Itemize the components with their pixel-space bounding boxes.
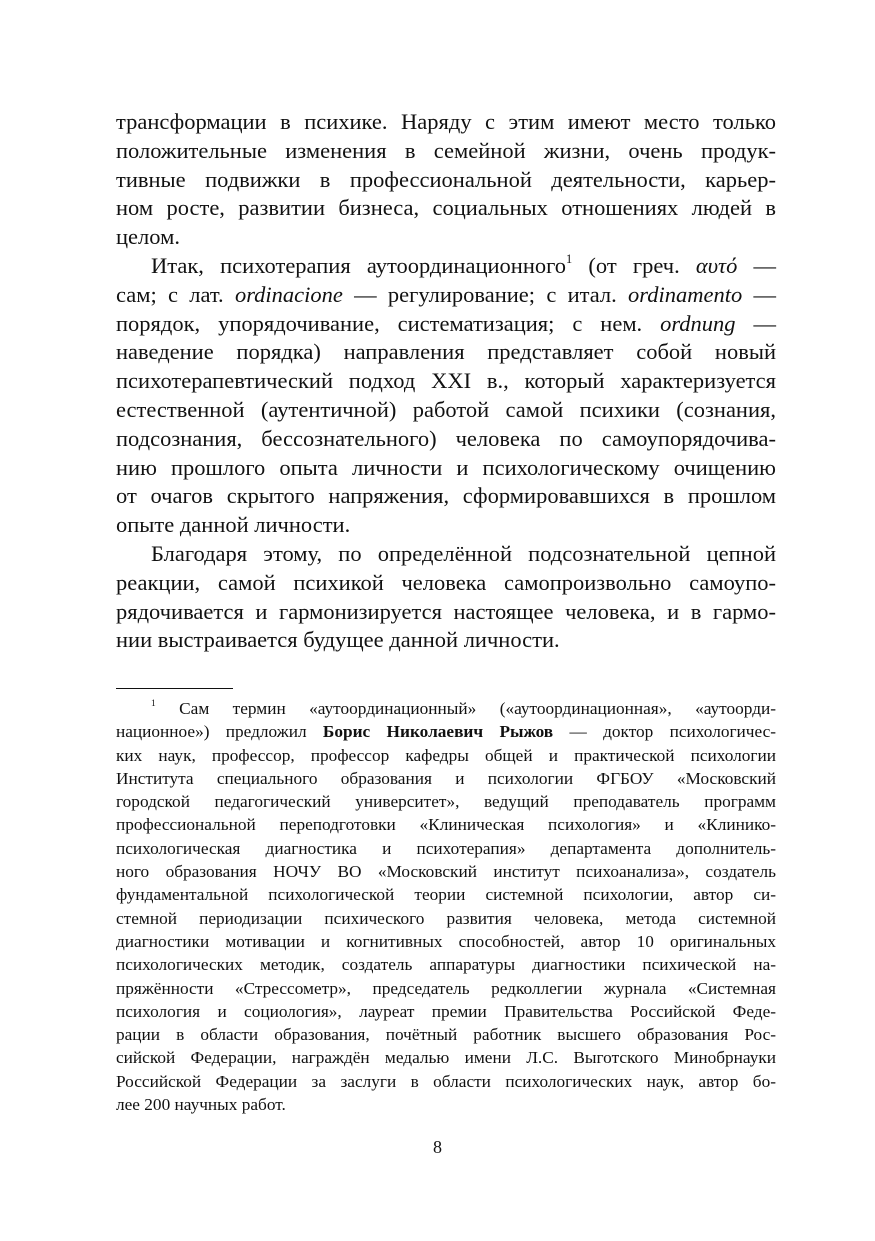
- footnote-line: $^1$ Сам термин «аутоординационный» («аутоординационная», «аутоорди-: [151, 699, 776, 718]
- footnote-reference: 1: [566, 252, 573, 267]
- footnote-line: психологических методик, создатель аппаратуры диагностики психической на-: [116, 955, 776, 975]
- text-line: наведение порядка) направления представляет собой новый: [116, 339, 776, 365]
- footnote-line: ного образования НОЧУ ВО «Московский институт психоанализа», создатель: [116, 862, 776, 882]
- paragraph-2: [116, 252, 776, 540]
- text-line: порядок, упорядочивание, систематизация; с нем. ordnung —: [116, 310, 776, 336]
- page-number: 8: [433, 1137, 442, 1157]
- text-line: целом.: [116, 224, 180, 250]
- text-line: нию прошлого опыта личности и психологическому очищению: [116, 454, 776, 480]
- text-line: от очагов скрытого напряжения, сформировавшихся в прошлом: [116, 483, 776, 509]
- text-line: нии выстраивается будущее данной личности.: [116, 627, 560, 653]
- footnote-line: стемной периодизации психического развития человека, метода системной: [116, 908, 776, 928]
- paragraph-1: [116, 108, 776, 252]
- footnote: [116, 697, 776, 1116]
- footnote-line: пряжённости «Стрессометр», председатель редколлегии журнала «Системная: [116, 978, 776, 998]
- text-line: естественной (аутентичной) работой самой психики (сознания,: [116, 396, 776, 422]
- footnote-line: профессиональной переподготовки «Клиническая психология» и «Клинико-: [116, 815, 776, 835]
- footnote-line: психология и социология», лауреат премии Правительства Российской Феде-: [116, 1001, 776, 1021]
- text-line: Итак, психотерапия аутоординационного$^1$ (от греч. αυτό —: [151, 252, 777, 278]
- text-line: реакции, самой психикой человека самопроизвольно самоупо-: [116, 569, 776, 595]
- footnote-line: диагностики мотивации и когнитивных способностей, автор 10 оригинальных: [116, 931, 776, 951]
- text-line: сам; с лат. ordinacione — регулирование; с итал. ordinamento —: [116, 281, 776, 307]
- footnote-line: Российской Федерации за заслуги в области психологических наук, автор бо-: [116, 1071, 776, 1091]
- footnote-line: лее 200 научных работ.: [116, 1095, 286, 1115]
- latin-term: ordinacione: [234, 281, 343, 307]
- text-line: рядочивается и гармонизируется настоящее человека, и в гармо-: [116, 598, 776, 624]
- paragraph-3: [116, 540, 776, 655]
- text-line: Благодаря этому, по определённой подсознательной цепной: [151, 540, 776, 566]
- footnote-line: рации в области образования, почётный работник высшего образования Рос-: [116, 1025, 776, 1045]
- text-line: трансформации в психике. Наряду с этим имеют место только: [116, 109, 776, 134]
- text-line: тивные подвижки в профессиональной деятельности, карьер-: [116, 166, 776, 192]
- greek-term: αυτό: [695, 252, 738, 278]
- footnote-line: сийской Федерации, награждён медалью имени Л.С. Выготского Минобрнауки: [116, 1048, 776, 1068]
- footnote-line: ких наук, профессор, профессор кафедры общей и практической психологии: [116, 745, 776, 765]
- footnote-separator: [116, 688, 233, 689]
- text-line: положительные изменения в семейной жизни, очень продук-: [116, 137, 776, 163]
- text-line: опыте данной личности.: [116, 512, 351, 538]
- text-line: подсознания, бессознательного) человека по самоупорядочива-: [116, 425, 776, 451]
- footnote-line: фундаментальной психологической теории системной психологии, автор си-: [116, 885, 776, 905]
- text-line: психотерапевтический подход XXI в., который характеризуется: [116, 368, 776, 394]
- text-line: ном росте, развитии бизнеса, социальных отношениях людей в: [116, 195, 776, 221]
- footnote-line: городской педагогический университет», ведущий преподаватель программ: [116, 792, 776, 812]
- author-name: Борис Николаевич Рыжов: [322, 722, 554, 742]
- footnote-line: национное») предложил Борис Николаевич Рыжов — доктор психологичес-: [116, 722, 777, 742]
- italian-term: ordinamento: [628, 281, 743, 307]
- footnote-line: психологическая диагностика и психотерапия» департамента дополнитель-: [116, 838, 776, 858]
- footnote-marker: 1: [151, 699, 156, 710]
- german-term: ordnung: [660, 310, 736, 336]
- main-text: [116, 108, 776, 655]
- footnote-line: Института специального образования и психологии ФГБОУ «Московский: [116, 768, 776, 788]
